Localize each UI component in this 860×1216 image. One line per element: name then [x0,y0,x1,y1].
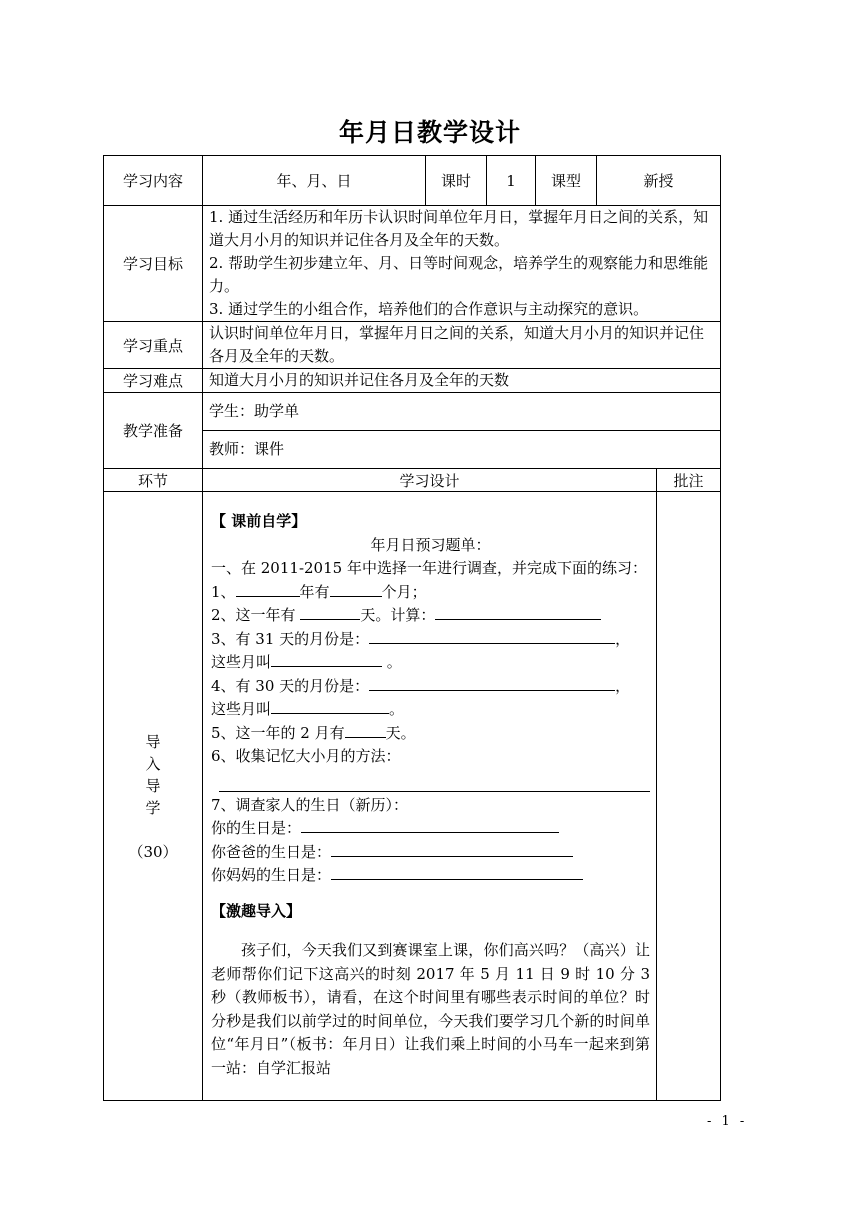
intro-text: 孩子们，今天我们又到赛课室上课，你们高兴吗？（高兴）让老师帮你们记下这高兴的时刻 2017 年 5 月 11 日 9 时 10 分 3 秒（教师板书），请看，在这个时间里有哪些表示时间的单位？时分秒是我们以前学过的时间单位，今天我们要学习几个新的时间单位“年月日”（板书：年月日）让我们乘上时间的小马车一起来到第一站：自学汇报站 [211,941,650,1077]
goal-item: 2. 帮助学生初步建立年、月、日等时间观念，培养学生的观察能力和思维能力。 [209,254,709,295]
answer-blank[interactable] [271,651,382,667]
question-6: 6、收集记忆大小月的方法： [211,747,401,765]
pre-study-heading: 【 课前自学】 [211,512,307,530]
lesson-plan-table [103,155,721,1101]
key-points-text: 认识时间单位年月日，掌握年月日之间的关系，知道大月小月的知识并记住各月及全年的天数。 [203,322,721,369]
prep-row-student [104,393,721,431]
stage-char: 学 [145,798,161,817]
goals-label: 学习目标 [104,206,203,322]
difficulty-row [104,369,721,393]
difficulty-text: 知道大月小月的知识并记住各月及全年的天数 [203,369,721,393]
prep-teacher: 教师：课件 [203,431,721,469]
answer-blank[interactable] [236,581,300,597]
preparation-label: 教学准备 [104,393,203,469]
goals-content [203,206,721,322]
content-value: 年、月、日 [203,156,426,206]
notes-cell [657,492,721,1101]
difficulty-label: 学习难点 [104,369,203,393]
column-design: 学习设计 [203,469,657,492]
column-header-row [104,469,721,492]
key-points-row [104,322,721,369]
goal-item: 3. 通过学生的小组合作，培养他们的合作意识与主动探究的意识。 [209,300,649,318]
key-points-label: 学习重点 [104,322,203,369]
answer-blank[interactable] [331,864,583,880]
page-title: 年月日教学设计 [338,118,521,147]
answer-blank[interactable] [301,817,559,833]
goal-item: 1. 通过生活经历和年历卡认识时间单位年月日，掌握年月日之间的关系，知道大月小月的知识并记住各月及全年的天数。 [209,208,709,249]
type-label: 课型 [536,156,597,206]
answer-blank[interactable] [435,604,601,620]
question-4: 4、有 30 天的月份是： ， 这些月叫 。 [211,676,631,718]
intro-heading: 【激趣导入】 [211,901,302,920]
answer-line[interactable] [219,773,650,792]
stage-name [104,731,202,819]
birthday-you: 你的生日是： [211,817,650,841]
question-1: 1、 年有 个月； [211,582,427,601]
birthday-dad: 你爸爸的生日是： [211,841,650,865]
stage-char: 导 [145,776,161,795]
page-number: - 1 - [707,1114,748,1129]
answer-blank[interactable] [369,675,615,691]
answer-blank[interactable] [345,722,386,738]
birthday-mom: 你妈妈的生日是： [211,864,650,888]
hours-value: 1 [487,156,536,206]
stage-minutes: （30） [128,842,178,861]
answer-blank[interactable] [369,628,615,644]
answer-blank[interactable] [331,841,573,857]
question-intro: 一、在 2011-2015 年中选择一年进行调查，并完成下面的练习： [211,559,647,577]
goals-row [104,206,721,322]
main-content-row [104,492,721,1101]
question-3: 3、有 31 天的月份是： ， 这些月叫 。 [211,629,631,671]
worksheet-title: 年月日预习题单： [370,535,491,554]
answer-blank[interactable] [271,698,389,714]
header-row [104,156,721,206]
content-label: 学习内容 [104,156,203,206]
prep-student: 学生：助学单 [203,393,721,431]
question-5: 5、这一年的 2 月有 天。 [211,723,416,742]
stage-cell [104,492,203,1101]
type-value: 新授 [597,156,721,206]
column-stage: 环节 [104,469,203,492]
hours-label: 课时 [426,156,487,206]
stage-char: 导 [145,732,161,751]
answer-blank[interactable] [300,604,360,620]
stage-char: 入 [145,754,161,773]
design-cell [203,492,657,1101]
column-notes: 批注 [657,469,721,492]
question-2: 2、这一年有 天。计算： [211,604,650,628]
question-7: 7、调查家人的生日（新历）： [211,795,409,814]
answer-blank[interactable] [330,581,382,597]
